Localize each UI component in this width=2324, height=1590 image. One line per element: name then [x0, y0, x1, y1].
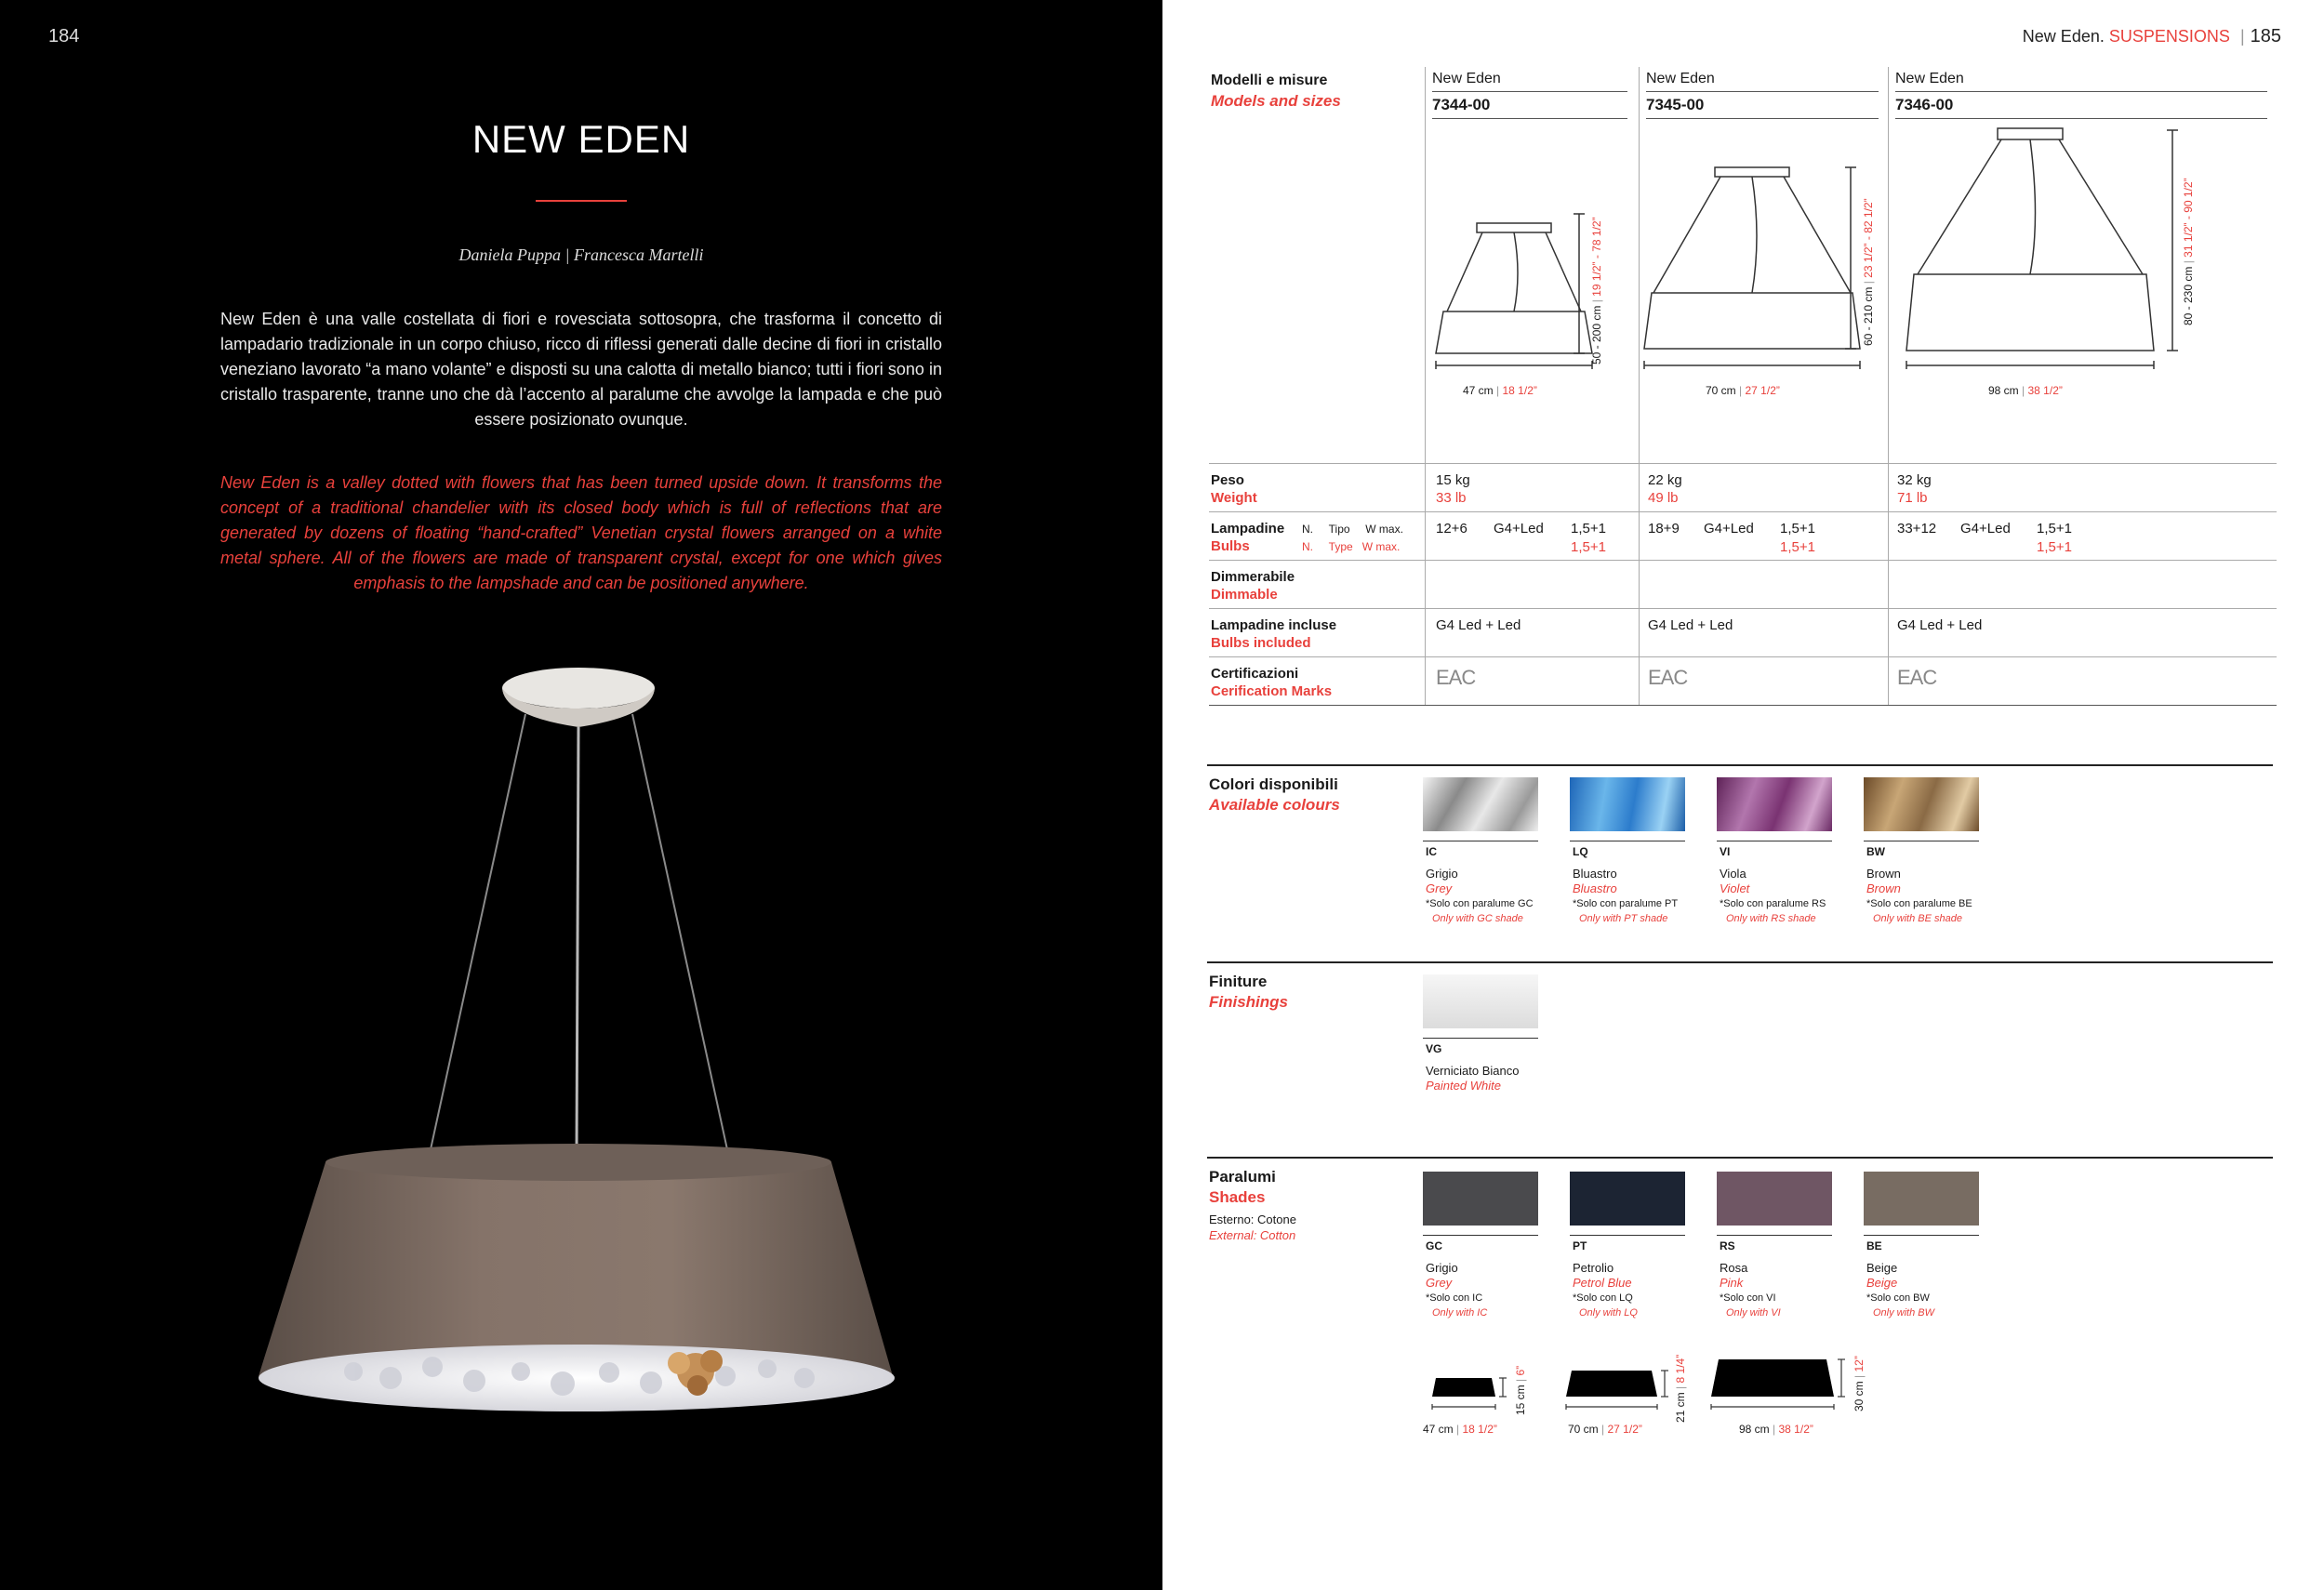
colour-swatch-image — [1423, 777, 1538, 831]
shades-label: Paralumi Shades Esterno: Cotone External: Cotton — [1209, 1168, 1296, 1242]
bulbs-sub-labels: N. Tipo W max. N. Type W max. — [1302, 523, 1403, 553]
header-category: SUSPENSIONS — [2108, 27, 2230, 46]
finishes-label: Finiture Finishings — [1209, 973, 1288, 1011]
colour-swatch-image — [1570, 777, 1685, 831]
row-divider — [1209, 705, 2277, 706]
shade-width-47: 47 cm | 18 1/2” — [1423, 1423, 1497, 1436]
page-title: NEW EDEN — [471, 117, 691, 161]
section-rule — [1207, 961, 2273, 963]
shade-width-98: 98 cm | 38 1/2” — [1739, 1423, 1813, 1436]
section-rule — [1207, 1157, 2273, 1159]
included-7344: G4 Led + Led — [1436, 617, 1521, 633]
power-cable — [577, 727, 578, 1158]
description-italian: New Eden è una valle costellata di fiori e rovesciata sottosopra, che trasforma il concetto di lampadario tradizionale in un corpo chiuso, ricco di riflessi generati dalle decine di fiori in cristallo veneziano lavorato “a mano volante” e disposti su una calotta di metallo bianco; tutti i fiori sono in cristallo trasparente, tranne uno che dà l’accento al paralume che avvolge la lampada e che può essere posizionato ovunque. — [220, 310, 942, 429]
included-7345: G4 Led + Led — [1648, 617, 1733, 633]
width-label-7345: 70 cm | 27 1/2” — [1706, 384, 1780, 397]
weight-7345: 22 kg 49 lb — [1648, 472, 1682, 506]
header-product: New Eden. — [2022, 27, 2105, 46]
weight-7346: 32 kg 71 lb — [1897, 472, 1932, 506]
height-label-7345: 60 - 210 cm | 23 1/2” - 82 1/2” — [1862, 198, 1875, 346]
description-english: New Eden is a valley dotted with flowers that has been turned upside down. It transforms the concept of a traditional chandelier with its closed body which is full of reflections that are generated by dozens of floating “hand-crafted” Venetian crystal flowers arranged on a white metal sphere. All of the flowers are made of transparent crystal, except for one which gives emphasis to the lampshade and can be positioned anywhere. — [220, 473, 942, 592]
section-rule — [1207, 764, 2273, 766]
row-divider — [1209, 511, 2277, 512]
shade-height-30: 30 cm | 12” — [1853, 1356, 1866, 1411]
technical-drawings — [1425, 126, 2277, 404]
eac-mark-icon: EAC — [1436, 666, 1476, 689]
model-header-7344: New Eden 7344-00 — [1432, 71, 1627, 119]
bulbs-7345: 18+9 G4+Led 1,5+1 1,5+1 — [1648, 521, 1815, 555]
row-divider — [1209, 608, 2277, 609]
width-label-7346: 98 cm | 38 1/2” — [1988, 384, 2063, 397]
row-divider — [1209, 560, 2277, 561]
bulbs-7344: 12+6 G4+Led 1,5+1 1,5+1 — [1436, 521, 1606, 555]
shade-width-70: 70 cm | 27 1/2” — [1568, 1423, 1642, 1436]
page-number-left: 184 — [48, 26, 80, 46]
weight-label: Peso Weight — [1211, 472, 1257, 506]
height-label-7344: 50 - 200 cm | 19 1/2” - 78 1/2” — [1590, 217, 1603, 364]
cert-label: Certificazioni Cerification Marks — [1211, 666, 1333, 699]
shade-height-15: 15 cm | 6” — [1514, 1365, 1527, 1415]
shade-height-21: 21 cm | 8 1/4” — [1674, 1354, 1687, 1423]
shade-swatch-image — [1864, 1172, 1979, 1226]
model-header-7345: New Eden 7345-00 — [1646, 71, 1879, 119]
bulbs-7346: 33+12 G4+Led 1,5+1 1,5+1 — [1897, 521, 2072, 555]
included-label: Lampadine incluse Bulbs included — [1211, 617, 1337, 651]
page-number-right: 185 — [2250, 26, 2281, 46]
shade-swatch-image — [1423, 1172, 1538, 1226]
dimmable-label: Dimmerabile Dimmable — [1211, 569, 1295, 603]
title-divider — [536, 200, 627, 202]
canopy — [502, 668, 655, 709]
weight-7344: 15 kg 33 lb — [1436, 472, 1470, 506]
page-header — [2023, 26, 2281, 47]
colour-swatch-image — [1864, 777, 1979, 831]
finish-swatch-image — [1423, 974, 1538, 1028]
eac-mark-icon: EAC — [1648, 666, 1688, 689]
cable-right — [632, 714, 730, 1162]
models-label: Modelli e misure Models and sizes — [1211, 73, 1341, 110]
model-header-7346: New Eden 7346-00 — [1895, 71, 2267, 119]
width-label-7344: 47 cm | 18 1/2” — [1463, 384, 1537, 397]
header-separator: | — [2239, 27, 2245, 46]
bulbs-label: Lampadine Bulbs — [1211, 521, 1285, 554]
cable-left — [428, 714, 525, 1162]
included-7346: G4 Led + Led — [1897, 617, 1983, 633]
row-divider — [1209, 656, 2277, 657]
row-divider — [1209, 463, 2277, 464]
lamp-photo — [242, 642, 930, 1460]
shade-swatch-image — [1570, 1172, 1685, 1226]
shade-swatch-image — [1717, 1172, 1832, 1226]
height-label-7346: 80 - 230 cm | 31 1/2” - 90 1/2” — [2182, 178, 2195, 325]
colours-label: Colori disponibili Available colours — [1209, 775, 1340, 814]
eac-mark-icon: EAC — [1897, 666, 1937, 689]
designers: Daniela Puppa | Francesca Martelli — [458, 245, 704, 264]
colour-swatch-image — [1717, 777, 1832, 831]
